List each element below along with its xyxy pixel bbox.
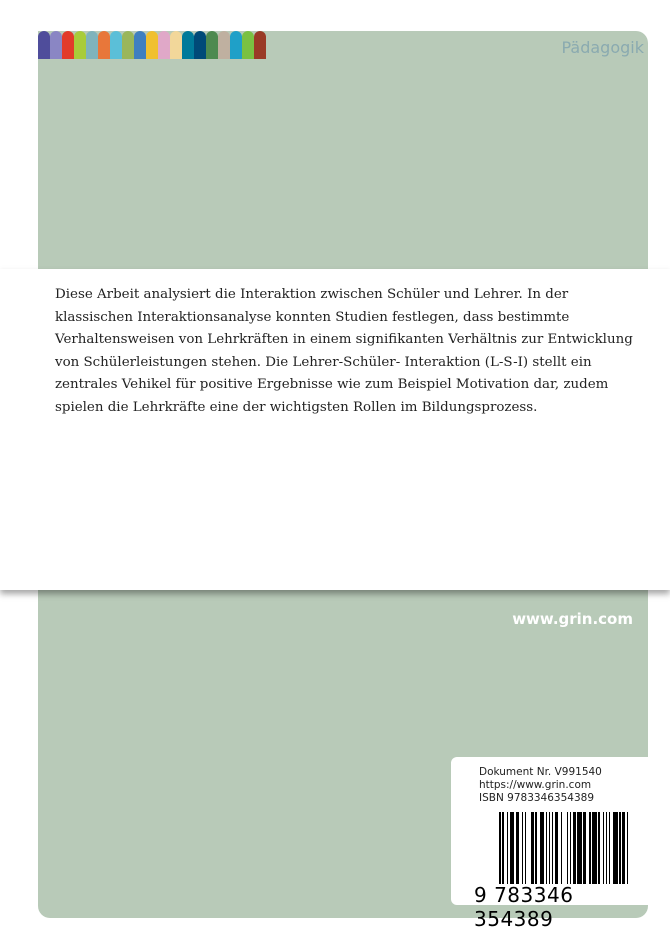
isbn-meta [479,766,602,805]
color-stripe [170,31,182,59]
isbn-number: ISBN 9783346354389 [479,792,595,804]
color-stripe [182,31,194,59]
color-stripes [38,31,266,59]
color-stripe [218,31,230,59]
color-stripe [110,31,122,59]
document-number: Dokument Nr. V991540 [479,766,602,778]
barcode-digits: 9 783346 354389 [474,883,574,931]
color-stripe [254,31,266,59]
color-stripe [242,31,254,59]
color-stripe [134,31,146,59]
color-stripe [194,31,206,59]
color-stripe [146,31,158,59]
publisher-url: www.grin.com [512,610,633,628]
color-stripe [86,31,98,59]
document-url: https://www.grin.com [479,779,592,791]
color-stripe [98,31,110,59]
blurb-text: Diese Arbeit analysiert die Interaktion zwischen Schüler und Lehrer. In der klassischen Interaktionsanalyse konnten Studien festlegen, dass bestimmte Verhaltensweisen von Lehrkräften in einem signifikanten Verhältnis zur Entwicklung von Schülerleistungen stehen. Die Lehrer-Schüler- Interaktion (L-S-I) stellt ein zentrales Vehikel für positive Ergebnisse wie zum Beispiel Motivation dar, zudem spielen die Lehrkräfte eine der wichtigsten Rollen im Bildungsprozess. [55,287,633,415]
isbn-box [451,757,648,931]
color-stripe [230,31,242,59]
color-stripe [62,31,74,59]
color-stripe [206,31,218,59]
color-stripe [158,31,170,59]
color-stripe [74,31,86,59]
cover-top-panel [38,31,648,269]
category-label: Pädagogik [561,38,644,57]
color-stripe [50,31,62,59]
color-stripe [38,31,50,59]
barcode-bar [627,812,629,884]
color-stripe [122,31,134,59]
